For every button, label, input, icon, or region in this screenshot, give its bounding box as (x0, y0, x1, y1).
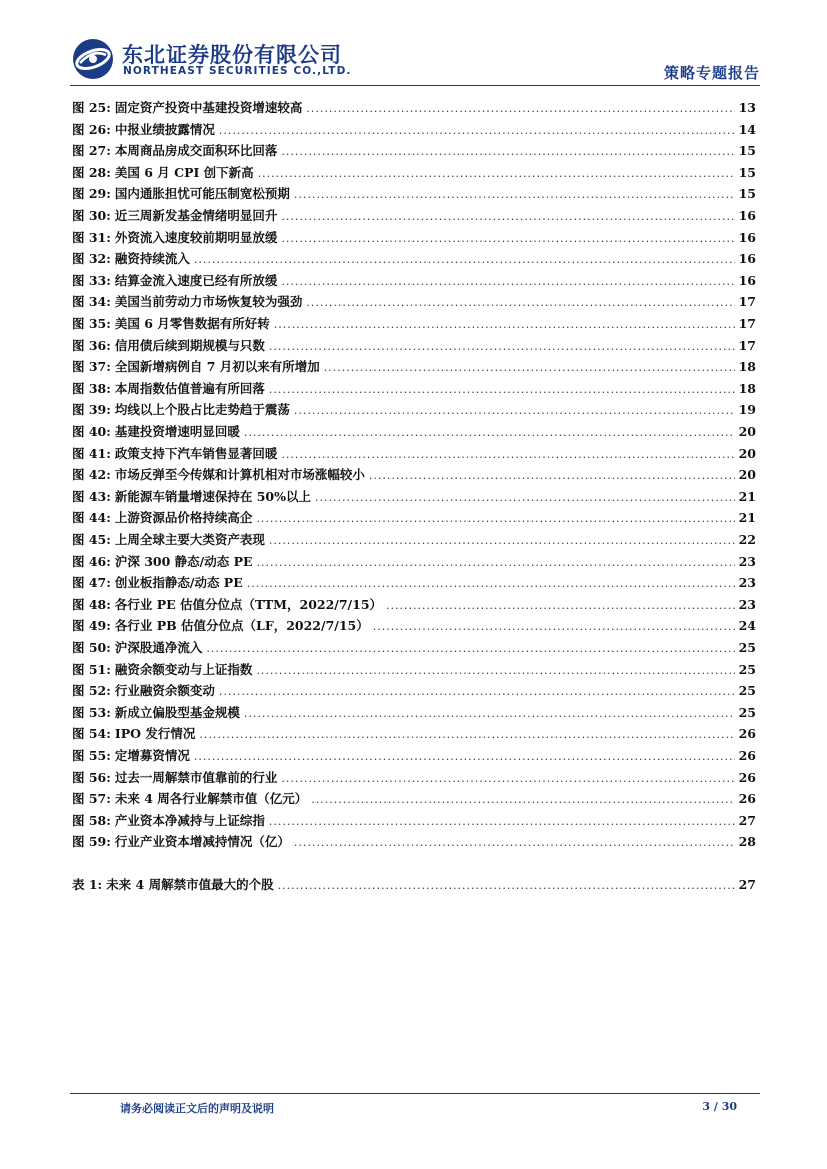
toc-entry-label: 图 25: (72, 100, 111, 115)
toc-entry-title: 创业板指静态/动态 PE (114, 575, 243, 591)
toc-leader-dots (256, 509, 734, 529)
toc-leader-dots (269, 380, 735, 400)
toc-entry-label: 图 45: (72, 532, 111, 547)
toc-entry-label: 图 42: (72, 467, 111, 483)
toc-entry-label: 图 28: (72, 164, 111, 180)
header-divider (70, 85, 760, 86)
toc-figure-entry[interactable] (72, 724, 756, 744)
toc-figure-entry[interactable] (72, 228, 756, 248)
toc-entry-page: 27 (738, 812, 756, 828)
toc-entry-label: 图 56: (72, 769, 111, 785)
toc-figure-entry[interactable] (72, 163, 756, 183)
page-number: 3 / 30 (702, 1100, 737, 1113)
toc-entry-label: 图 59: (72, 834, 111, 850)
toc-entry-page: 20 (738, 445, 756, 461)
toc-entry-label: 图 40: (72, 424, 111, 439)
toc-figure-entry[interactable] (72, 314, 756, 334)
toc-entry-label: 图 50: (72, 640, 111, 655)
toc-entry-page: 26 (738, 791, 756, 807)
toc-entry-title: 政策支持下汽车销售显著回暖 (114, 445, 278, 461)
toc-entry-title: 国内通胀担忧可能压制宽松预期 (114, 186, 290, 202)
toc-leader-dots (306, 99, 734, 119)
toc-figure-entry[interactable] (72, 832, 756, 852)
toc-figure-entry[interactable] (72, 465, 756, 485)
toc-entry-title: 融资持续流入 (114, 251, 190, 267)
company-name-cn: 东北证券股份有限公司 (122, 43, 342, 67)
toc-entry-title: 基建投资增速明显回暖 (114, 424, 240, 439)
toc-entry-title: 行业产业资本增减持情况（亿） (114, 834, 290, 850)
toc-entry-page: 21 (738, 488, 756, 504)
toc-entry-title: 结算金流入速度已经有所放缓 (114, 272, 278, 288)
toc-entry-title: 均线以上个股占比走势趋于震荡 (114, 402, 290, 418)
toc-entry-page: 17 (738, 294, 756, 310)
toc-entry-label: 图 30: (72, 208, 111, 223)
toc-entry-label: 图 26: (72, 121, 111, 137)
toc-entry-page: 28 (738, 834, 756, 850)
toc-leader-dots (278, 876, 735, 896)
toc-entry-page: 23 (738, 596, 756, 612)
toc-leader-dots (194, 747, 735, 767)
toc-entry-page: 18 (738, 359, 756, 375)
toc-figure-entry[interactable] (72, 487, 756, 507)
toc-entry-title: 固定资产投资中基建投资增速较高 (114, 100, 303, 115)
toc-entry-title: 新能源车销量增速保持在 50%以上 (114, 488, 311, 504)
toc-leader-dots (244, 423, 735, 443)
toc-leader-dots (244, 704, 735, 724)
toc-entry-page: 17 (738, 337, 756, 353)
toc-entry-title: 美国 6 月零售数据有所好转 (114, 316, 270, 331)
toc-entry-page: 15 (738, 164, 756, 180)
toc-entry-page: 16 (738, 251, 756, 267)
toc-entry-label: 图 55: (72, 748, 111, 763)
toc-entry-page: 25 (738, 704, 756, 720)
toc-leader-dots (294, 401, 735, 421)
toc-entry-page: 13 (738, 100, 756, 115)
toc-leader-dots (258, 164, 735, 184)
toc-entry-title: 沪深 300 静态/动态 PE (114, 553, 253, 569)
toc-table-entry[interactable] (72, 875, 756, 895)
toc-entry-page: 15 (738, 186, 756, 202)
toc-leader-dots (257, 553, 735, 573)
toc-figure-entry[interactable] (72, 98, 756, 118)
toc-entry-title: 中报业绩披露情况 (114, 121, 215, 137)
toc-entry-title: 定增募资情况 (114, 748, 190, 763)
northeast-securities-logo-icon (72, 38, 114, 80)
toc-entry-label: 图 34: (72, 294, 111, 310)
toc-leader-dots (311, 790, 734, 810)
footer-divider (70, 1093, 760, 1094)
toc-entry-page: 14 (738, 121, 756, 137)
toc-entry-title: 市场反弹至今传媒和计算机相对市场涨幅较小 (114, 467, 365, 483)
toc-entry-title: 新成立偏股型基金规模 (114, 704, 240, 720)
page-header (70, 34, 760, 90)
toc-figure-entry[interactable] (72, 508, 756, 528)
toc-entry-label: 图 29: (72, 186, 111, 202)
toc-figure-entry[interactable] (72, 141, 756, 161)
toc-figure-entry[interactable] (72, 573, 756, 593)
toc-figure-entry[interactable] (72, 184, 756, 204)
toc-entry-label: 图 44: (72, 510, 111, 526)
toc-entry-page: 25 (738, 683, 756, 699)
toc-figure-entry[interactable] (72, 444, 756, 464)
toc-entry-page: 20 (738, 467, 756, 483)
toc-leader-dots (369, 466, 735, 486)
report-type: 策略专题报告 (663, 64, 760, 82)
toc-entry-label: 图 36: (72, 337, 111, 353)
toc-entry-label: 图 46: (72, 553, 111, 569)
toc-figure-entry[interactable] (72, 616, 756, 636)
toc-leader-dots (194, 250, 735, 270)
toc-entry-title: IPO 发行情况 (114, 726, 196, 742)
toc-leader-dots (373, 617, 735, 637)
toc-figure-entry[interactable] (72, 789, 756, 809)
toc-entry-title: 美国当前劳动力市场恢复较为强劲 (114, 294, 303, 310)
toc-leader-dots (269, 337, 735, 357)
toc-entry-page: 22 (738, 532, 756, 547)
toc-entry-label: 图 31: (72, 229, 111, 245)
toc-entry-title: 本周商品房成交面积环比回落 (114, 143, 278, 159)
toc-entry-title: 近三周新发基金情绪明显回升 (114, 208, 278, 223)
toc-leader-dots (247, 574, 735, 594)
toc-entry-page: 19 (738, 402, 756, 418)
toc-entry-label: 图 51: (72, 661, 111, 677)
toc-entry-page: 21 (738, 510, 756, 526)
toc-leader-dots (294, 833, 735, 853)
toc-entry-title: 上周全球主要大类资产表现 (114, 532, 265, 547)
toc-figure-entry[interactable] (72, 120, 756, 140)
toc-leader-dots (256, 661, 734, 681)
toc-entry-label: 图 47: (72, 575, 111, 591)
toc-figure-entry[interactable] (72, 379, 756, 399)
toc-figure-entry[interactable] (72, 206, 756, 226)
toc-entry-title: 行业融资余额变动 (114, 683, 215, 699)
toc-leader-dots (386, 596, 735, 616)
toc-figure-entry[interactable] (72, 249, 756, 269)
toc-leader-dots (219, 121, 735, 141)
toc-leader-dots (281, 229, 734, 249)
toc-entry-page: 26 (738, 726, 756, 742)
toc-figure-entry[interactable] (72, 660, 756, 680)
toc-entry-title: 未来 4 周解禁市值最大的个股 (106, 877, 274, 892)
toc-entry-label: 图 38: (72, 380, 111, 396)
toc-entry-page: 23 (738, 553, 756, 569)
toc-leader-dots (315, 488, 735, 508)
toc-entry-title: 各行业 PE 估值分位点（TTM，2022/7/15） (114, 596, 383, 612)
toc-figure-entry[interactable] (72, 292, 756, 312)
toc-entry-label: 图 32: (72, 251, 111, 267)
toc-leader-dots (281, 142, 734, 162)
toc-entry-page: 18 (738, 380, 756, 396)
toc-entry-label: 图 57: (72, 791, 111, 807)
toc-entry-page: 20 (738, 424, 756, 439)
toc-leader-dots (324, 358, 735, 378)
toc-entry-title: 产业资本净减持与上证综指 (114, 812, 265, 828)
toc-figure-entry[interactable] (72, 357, 756, 377)
toc-entry-title: 过去一周解禁市值靠前的行业 (114, 769, 278, 785)
toc-entry-title: 外资流入速度较前期明显放缓 (114, 229, 278, 245)
toc-entry-label: 图 52: (72, 683, 111, 699)
toc-figure-entry[interactable] (72, 681, 756, 701)
toc-entry-label: 图 35: (72, 316, 111, 331)
toc-figure-entry[interactable] (72, 768, 756, 788)
toc-figure-entry[interactable] (72, 595, 756, 615)
toc-entry-page: 27 (738, 877, 756, 892)
toc-entry-label: 图 49: (72, 618, 111, 634)
toc-entry-page: 26 (738, 748, 756, 763)
toc-entry-label: 图 37: (72, 359, 111, 375)
toc-entry-page: 16 (738, 208, 756, 223)
toc-entry-title: 信用债后续到期规模与只数 (114, 337, 265, 353)
toc-leader-dots (281, 272, 734, 292)
toc-leader-dots (294, 185, 735, 205)
toc-entry-label: 图 48: (72, 596, 111, 612)
toc-entry-label: 图 27: (72, 143, 111, 159)
toc-leader-dots (281, 207, 734, 227)
toc-entry-title: 融资余额变动与上证指数 (114, 661, 253, 677)
toc-entry-page: 15 (738, 143, 756, 159)
toc-leader-dots (206, 639, 734, 659)
company-name-en: NORTHEAST SECURITIES CO.,LTD. (123, 65, 352, 77)
toc-entry-title: 全国新增病例自 7 月初以来有所增加 (114, 359, 320, 375)
toc-figure-entry[interactable] (72, 400, 756, 420)
toc-entry-label: 图 33: (72, 272, 111, 288)
toc-entry-label: 图 39: (72, 402, 111, 418)
toc-entry-page: 16 (738, 272, 756, 288)
toc-figure-entry[interactable] (72, 703, 756, 723)
toc-leader-dots (269, 531, 735, 551)
toc-figure-entry[interactable] (72, 746, 756, 766)
toc-leader-dots (269, 812, 735, 832)
toc-figure-entry[interactable] (72, 530, 756, 550)
toc-leader-dots (306, 293, 734, 313)
toc-entry-label: 图 53: (72, 704, 111, 720)
toc-figure-entry[interactable] (72, 336, 756, 356)
toc-entry-page: 25 (738, 661, 756, 677)
toc-entry-title: 本周指数估值普遍有所回落 (114, 380, 265, 396)
toc-entry-label: 图 54: (72, 726, 111, 742)
toc-leader-dots (219, 682, 735, 702)
toc-leader-dots (199, 725, 734, 745)
toc-entry-title: 未来 4 周各行业解禁市值（亿元） (114, 791, 308, 807)
toc-entry-page: 25 (738, 640, 756, 655)
toc-leader-dots (281, 445, 734, 465)
toc-entry-label: 图 58: (72, 812, 111, 828)
toc-figure-entry[interactable] (72, 422, 756, 442)
toc-entry-page: 23 (738, 575, 756, 591)
toc-figure-entry[interactable] (72, 811, 756, 831)
toc-entry-title: 各行业 PB 估值分位点（LF，2022/7/15） (114, 618, 369, 634)
toc-figure-entry[interactable] (72, 638, 756, 658)
disclaimer-note: 请务必阅读正文后的声明及说明 (120, 1102, 274, 1115)
toc-entry-page: 17 (738, 316, 756, 331)
toc-entry-label: 表 1: (72, 877, 103, 892)
toc-figure-entry[interactable] (72, 271, 756, 291)
toc-leader-dots (281, 769, 734, 789)
toc-figure-entry[interactable] (72, 552, 756, 572)
toc-leader-dots (274, 315, 735, 335)
toc-entry-label: 图 43: (72, 488, 111, 504)
toc-entry-title: 沪深股通净流入 (114, 640, 203, 655)
toc-entry-label: 图 41: (72, 445, 111, 461)
toc-entry-title: 美国 6 月 CPI 创下新高 (114, 164, 254, 180)
toc-entry-page: 26 (738, 769, 756, 785)
toc-entry-page: 16 (738, 229, 756, 245)
toc-entry-page: 24 (738, 618, 756, 634)
toc-entry-title: 上游资源品价格持续高企 (114, 510, 253, 526)
